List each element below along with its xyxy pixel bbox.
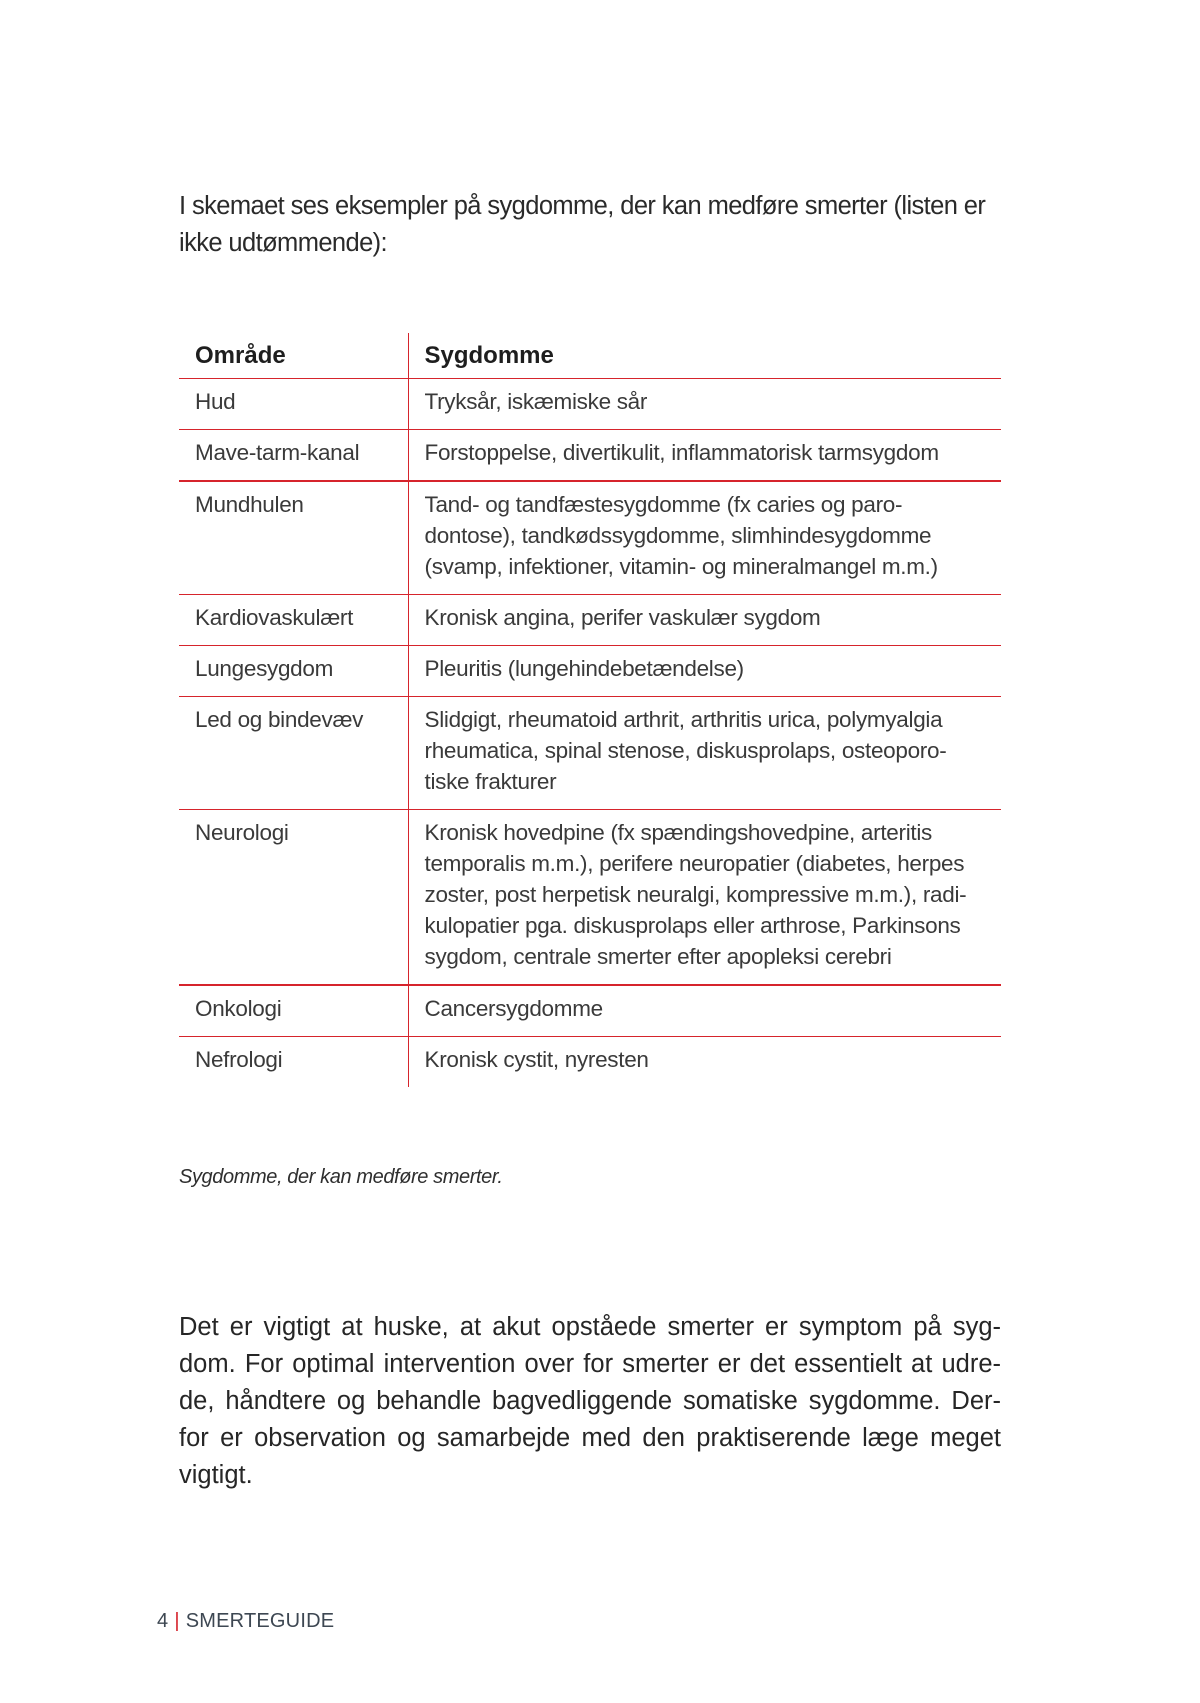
page-footer (157, 1610, 334, 1633)
diseases-cell: Forstoppelse, divertikulit, inflammatorisk tarmsygdom (408, 430, 1001, 482)
footer-separator: | (174, 1610, 180, 1632)
table-row (179, 430, 1001, 482)
area-cell: Kardiovaskulært (179, 595, 408, 646)
diseases-cell: Kronisk cystit, nyresten (408, 1037, 1001, 1088)
diseases-cell: Pleuritis (lungehindebetændelse) (408, 646, 1001, 697)
disease-table (179, 333, 1001, 1087)
table-row (179, 379, 1001, 430)
area-cell: Onkologi (179, 985, 408, 1037)
area-cell: Nefrologi (195, 1047, 283, 1072)
header-omraade: Område (179, 333, 408, 379)
table-row (179, 1037, 1001, 1088)
area-cell: Neurologi (179, 810, 408, 986)
diseases-cell: Tryksår, iskæmiske sår (408, 379, 1001, 430)
body-paragraph: Det er vigtigt at huske, at akut opståede smerter er symptom på syg-dom. For optimal intervention over for smerter er det essentielt at udre-de, håndtere og behandle bagvedliggende somatiske sygdomme. Der-for er observation og samarbejde med den praktiserende læge meget vigtigt. (179, 1313, 1001, 1489)
table-row (179, 810, 1001, 986)
table-row (179, 697, 1001, 810)
diseases-cell: Kronisk hovedpine (fx spændingshovedpine, arteritis temporalis m.m.), perifere neuropatier (diabetes, herpes zoster, post herpetisk neuralgi, kompressive m.m.), radi-kulopatier pga. diskusprolaps eller arthrose, Parkinsons sygdom, centrale smerter efter apopleksi cerebri (408, 810, 1001, 986)
table-header-row (179, 333, 1001, 379)
diseases-cell: Tand- og tandfæstesygdomme (fx caries og paro-dontose), tandkødssygdomme, slimhindesygdomme (svamp, infektioner, vitamin- og mineralmangel m.m.) (408, 481, 1001, 595)
table-caption: Sygdomme, der kan medføre smerter. (179, 1166, 503, 1188)
area-cell: Lungesygdom (179, 646, 408, 697)
table-row (179, 646, 1001, 697)
diseases-cell: Cancersygdomme (408, 985, 1001, 1037)
area-cell: Mave-tarm-kanal (179, 430, 408, 482)
diseases-cell: Slidgigt, rheumatoid arthrit, arthritis urica, polymyalgia rheumatica, spinal stenose, diskusprolaps, osteoporo-tiske frakturer (408, 697, 1001, 810)
table-row (179, 481, 1001, 595)
intro-paragraph: I skemaet ses eksempler på sygdomme, der kan medføre smerter (listen er ikke udtømmende): (179, 192, 986, 257)
table-row (179, 985, 1001, 1037)
area-cell: Hud (179, 379, 408, 430)
diseases-cell: Kronisk angina, perifer vaskulær sygdom (408, 595, 1001, 646)
header-sygdomme: Sygdomme (408, 333, 1001, 379)
area-cell: Led og bindevæv (179, 697, 408, 810)
area-cell: Mundhulen (179, 481, 408, 595)
footer-title: SMERTEGUIDE (185, 1610, 335, 1632)
table-row (179, 595, 1001, 646)
page-number: 4 (157, 1610, 169, 1632)
